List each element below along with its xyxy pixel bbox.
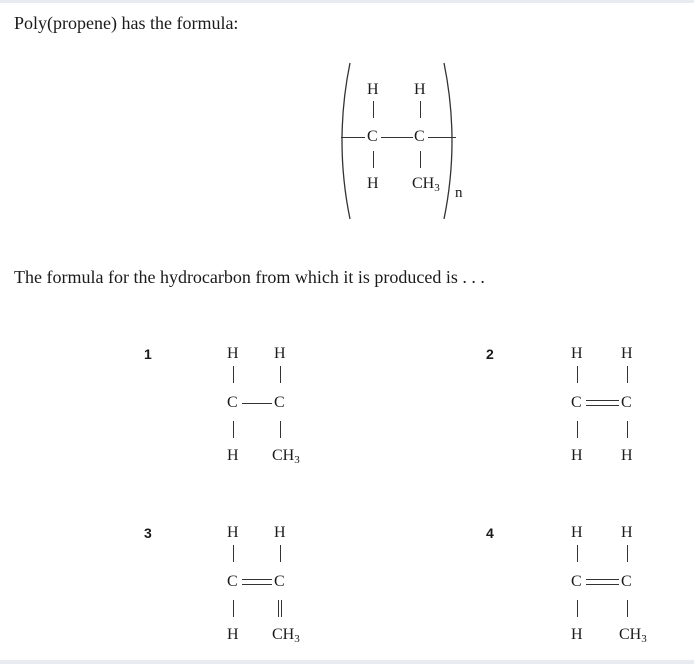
polymer-bottom-left-h: H: [367, 175, 379, 192]
polymer-bond-chain-right: [428, 137, 456, 138]
option-bond-top-right: [280, 366, 281, 383]
option-bottom-left-h: H: [571, 626, 583, 643]
option-left-c: C: [227, 394, 238, 411]
option-bond-bottom-right-double: [278, 600, 282, 617]
polymer-bond-cc: [381, 137, 413, 138]
option-number: 1: [144, 346, 152, 362]
polymer-top-left-h: H: [367, 81, 379, 98]
polymer-bond-chain-left: [341, 137, 365, 138]
option-bond-cc-double: [242, 579, 272, 585]
option-top-left-h: H: [571, 345, 583, 362]
option-left-c: C: [227, 573, 238, 590]
option-top-left-h: H: [227, 524, 239, 541]
polymer-bond-bottom-left: [373, 151, 374, 168]
option-bond-top-left: [577, 366, 578, 383]
option-bottom-left-h: H: [227, 626, 239, 643]
option-bond-bottom-left: [577, 600, 578, 617]
option-left-c: C: [571, 573, 582, 590]
option-bond-bottom-left: [233, 421, 234, 438]
option-bottom-left-h: H: [227, 447, 239, 464]
option-number: 2: [486, 346, 494, 362]
option-right-c: C: [274, 573, 285, 590]
polymer-right-c: C: [414, 128, 425, 145]
option-right-c: C: [274, 394, 285, 411]
option-left-c: C: [571, 394, 582, 411]
option-bottom-right-group: H: [621, 447, 633, 464]
option-number: 3: [144, 525, 152, 541]
option-top-right-h: H: [621, 345, 633, 362]
option-bond-bottom-right: [627, 600, 628, 617]
option-bond-cc-double: [586, 579, 619, 585]
polymer-top-right-h: H: [414, 81, 426, 98]
option-top-right-h: H: [274, 524, 286, 541]
option-bottom-left-h: H: [571, 447, 583, 464]
option-bond-cc-double: [586, 400, 619, 406]
option-bottom-right-group: $CH_3$: [272, 447, 300, 466]
option-bond-top-left: [233, 366, 234, 383]
option-bond-top-right: [280, 545, 281, 562]
option-bond-bottom-left: [577, 421, 578, 438]
option-top-right-h: H: [274, 345, 286, 362]
option-bottom-right-group: $CH_3$: [619, 626, 647, 645]
left-bracket: [336, 61, 356, 221]
option-top-left-h: H: [227, 345, 239, 362]
question-intro: Poly(propene) has the formula:: [14, 13, 239, 33]
polymer-repeat-n: n: [455, 185, 463, 201]
option-bond-top-right: [627, 545, 628, 562]
option-right-c: C: [621, 573, 632, 590]
polymer-left-c: C: [367, 128, 378, 145]
option-bond-bottom-right: [280, 421, 281, 438]
option-number: 4: [486, 525, 494, 541]
polymer-bond-top-right: [420, 101, 421, 118]
polymer-bond-bottom-right: [420, 151, 421, 168]
option-bond-bottom-left: [233, 600, 234, 617]
option-right-c: C: [621, 394, 632, 411]
option-bottom-right-group: $CH_3$: [272, 626, 300, 645]
option-bond-bottom-right: [627, 421, 628, 438]
polymer-bottom-right-ch3: $CH_3$: [412, 175, 440, 194]
question-prompt: The formula for the hydrocarbon from which it is produced is . . .: [14, 267, 485, 287]
option-top-right-h: H: [621, 524, 633, 541]
option-bond-top-left: [233, 545, 234, 562]
polymer-bond-top-left: [373, 101, 374, 118]
option-bond-top-right: [627, 366, 628, 383]
option-bond-top-left: [577, 545, 578, 562]
option-top-left-h: H: [571, 524, 583, 541]
option-bond-cc-single: [242, 403, 272, 404]
